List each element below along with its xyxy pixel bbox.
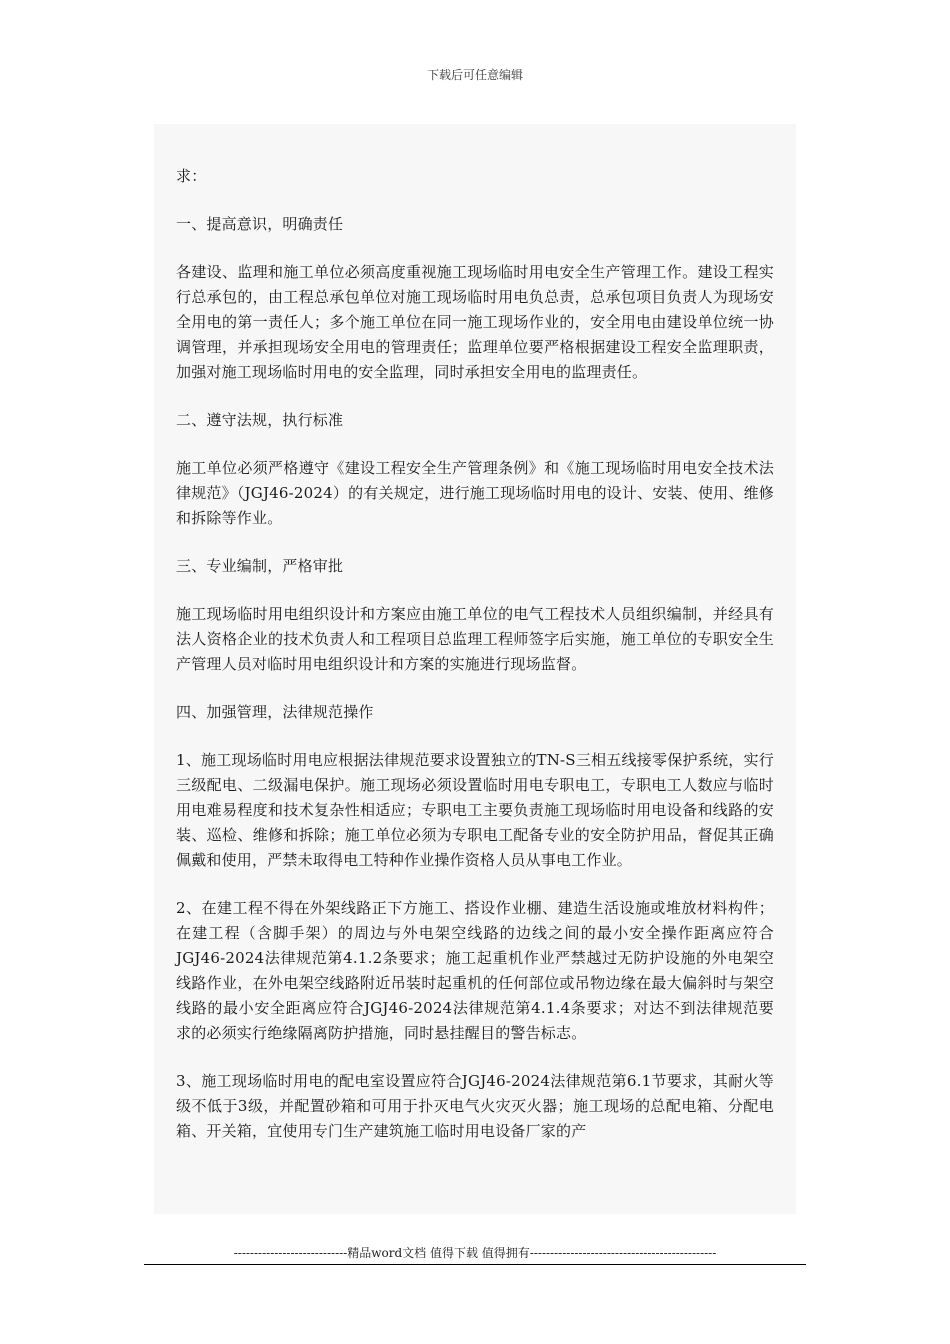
paragraph: 各建设、监理和施工单位必须高度重视施工现场临时用电安全生产管理工作。建设工程实行总承包的，由工程总承包单位对施工现场临时用电负总责，总承包项目负责人为现场安全用电的第一责任人；多个施工单位在同一施工现场作业的，安全用电由建设单位统一协调管理，并承担现场安全用电的管理责任；监理单位要严格根据建设工程安全监理职责，加强对施工现场临时用电的安全监理，同时承担安全用电的监理责任。 <box>176 263 774 381</box>
list-paragraph-1: 1、施工现场临时用电应根据法律规范要求设置独立的TN-S三相五线接零保护系统，实行三级配电、二级漏电保护。施工现场必须设置临时用电专职电工，专职电工人数应与临时用电难易程度和技术复杂性相适应；专职电工主要负责施工现场临时用电设备和线路的安装、巡检、维修和拆除；施工单位必须为专职电工配备专业的安全防护用品，督促其正确佩戴和使用，严禁未取得电工特种作业操作资格人员从事电工作业。 <box>176 751 774 869</box>
section-heading-3: 三、专业编制，严格审批 <box>176 557 344 575</box>
list-paragraph-2: 2、在建工程不得在外架线路正下方施工、搭设作业棚、建造生活设施或堆放材料构件；在建工程（含脚手架）的周边与外电架空线路的边线之间的最小安全操作距离应符合JGJ46-2024法律规范第4.1.2条要求；施工起重机作业严禁越过无防护设施的外电架空线路作业，在外电架空线路附近吊装时起重机的任何部位或吊物边缘在最大偏斜时与架空线路的最小安全距离应符合JGJ46-2024法律规范第4.1.4条要求；对达不到法律规范要求的必须实行绝缘隔离防护措施，同时悬挂醒目的警告标志。 <box>176 899 774 1042</box>
list-paragraph-3: 3、施工现场临时用电的配电室设置应符合JGJ46-2024法律规范第6.1节要求，其耐火等级不低于3级，并配置砂箱和可用于扑灭电气火灾灭火器；施工现场的总配电箱、分配电箱、开关箱，宜使用专门生产建筑施工临时用电设备厂家的产 <box>176 1072 774 1140</box>
page-header: 下载后可任意编辑 <box>426 68 523 82</box>
paragraph-intro: 求： <box>176 167 207 185</box>
section-heading-4: 四、加强管理，法律规范操作 <box>176 703 374 721</box>
section-heading-1: 一、提高意识，明确责任 <box>176 215 344 233</box>
paragraph: 施工单位必须严格遵守《建设工程安全生产管理条例》和《施工现场临时用电安全技术法律规范》（JGJ46-2024）的有关规定，进行施工现场临时用电的设计、安装、使用、维修和拆除等作业。 <box>176 459 774 527</box>
page-footer: ----------------------------精品word文档 值得下载 值得拥有---------------------------------------------- <box>144 1244 806 1265</box>
document-body <box>154 124 796 1214</box>
paragraph: 施工现场临时用电组织设计和方案应由施工单位的电气工程技术人员组织编制，并经具有法人资格企业的技术负责人和工程项目总监理工程师签字后实施，施工单位的专职安全生产管理人员对临时用电组织设计和方案的实施进行现场监督。 <box>176 605 774 673</box>
section-heading-2: 二、遵守法规，执行标准 <box>176 411 344 429</box>
